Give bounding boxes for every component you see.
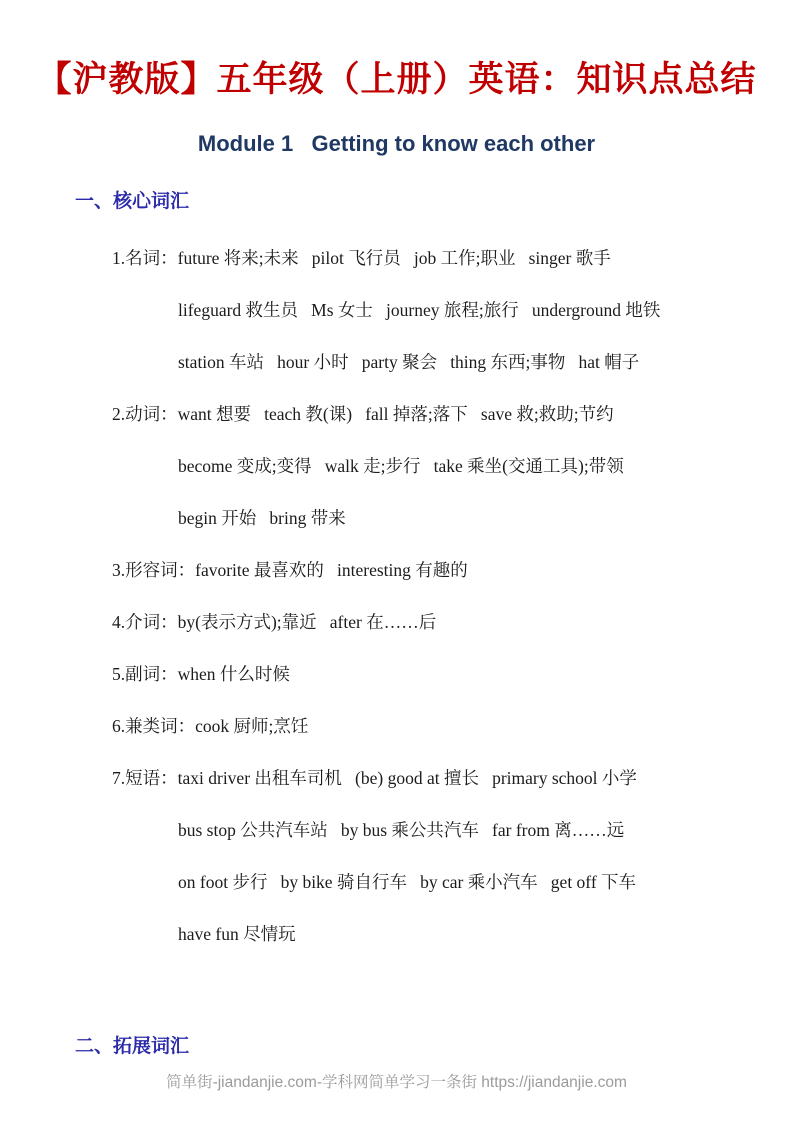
vocab-line-verbs: 2.动词：want 想要 teach 教(课) fall 掉落;落下 save 救;救助;节约 — [112, 404, 614, 424]
vocab-line-multi-class: 6.兼类词：cook 厨师;烹饪 — [112, 716, 309, 736]
vocab-line-prepositions: 4.介词：by(表示方式);靠近 after 在……后 — [112, 612, 437, 632]
module-heading: Module 1 Getting to know each other — [197, 131, 596, 156]
section-heading-extended-vocab: 二、拓展词汇 — [75, 1036, 190, 1057]
vocab-line-adverbs: 5.副词：when 什么时候 — [112, 664, 290, 684]
vocab-line-phrases-cont-1: bus stop 公共汽车站 by bus 乘公共汽车 far from 离……远 — [178, 820, 625, 840]
footer-watermark: 简单街-jiandanjie.com-学科网简单学习一条街 https://jiandanjie.com — [166, 1074, 627, 1091]
vocab-line-nouns: 1.名词：future 将来;未来 pilot 飞行员 job 工作;职业 singer 歌手 — [112, 248, 611, 268]
vocab-line-verbs-cont-1: become 变成;变得 walk 走;步行 take 乘坐(交通工具);带领 — [178, 456, 624, 476]
vocab-line-phrases-cont-2: on foot 步行 by bike 骑自行车 by car 乘小汽车 get off 下车 — [178, 872, 637, 892]
vocab-line-phrases-cont-3: have fun 尽情玩 — [178, 924, 296, 944]
vocab-line-adjectives: 3.形容词：favorite 最喜欢的 interesting 有趣的 — [112, 560, 468, 580]
vocab-line-phrases: 7.短语：taxi driver 出租车司机 (be) good at 擅长 primary school 小学 — [112, 768, 637, 788]
page-title: 【沪教版】五年级（上册）英语：知识点总结 — [36, 60, 757, 99]
section-heading-core-vocab: 一、核心词汇 — [75, 191, 190, 212]
vocab-line-verbs-cont-2: begin 开始 bring 带来 — [178, 508, 346, 528]
vocab-line-nouns-cont-1: lifeguard 救生员 Ms 女士 journey 旅程;旅行 underground 地铁 — [178, 300, 661, 320]
vocab-line-nouns-cont-2: station 车站 hour 小时 party 聚会 thing 东西;事物 hat 帽子 — [178, 352, 640, 372]
core-vocab-list — [0, 232, 793, 960]
